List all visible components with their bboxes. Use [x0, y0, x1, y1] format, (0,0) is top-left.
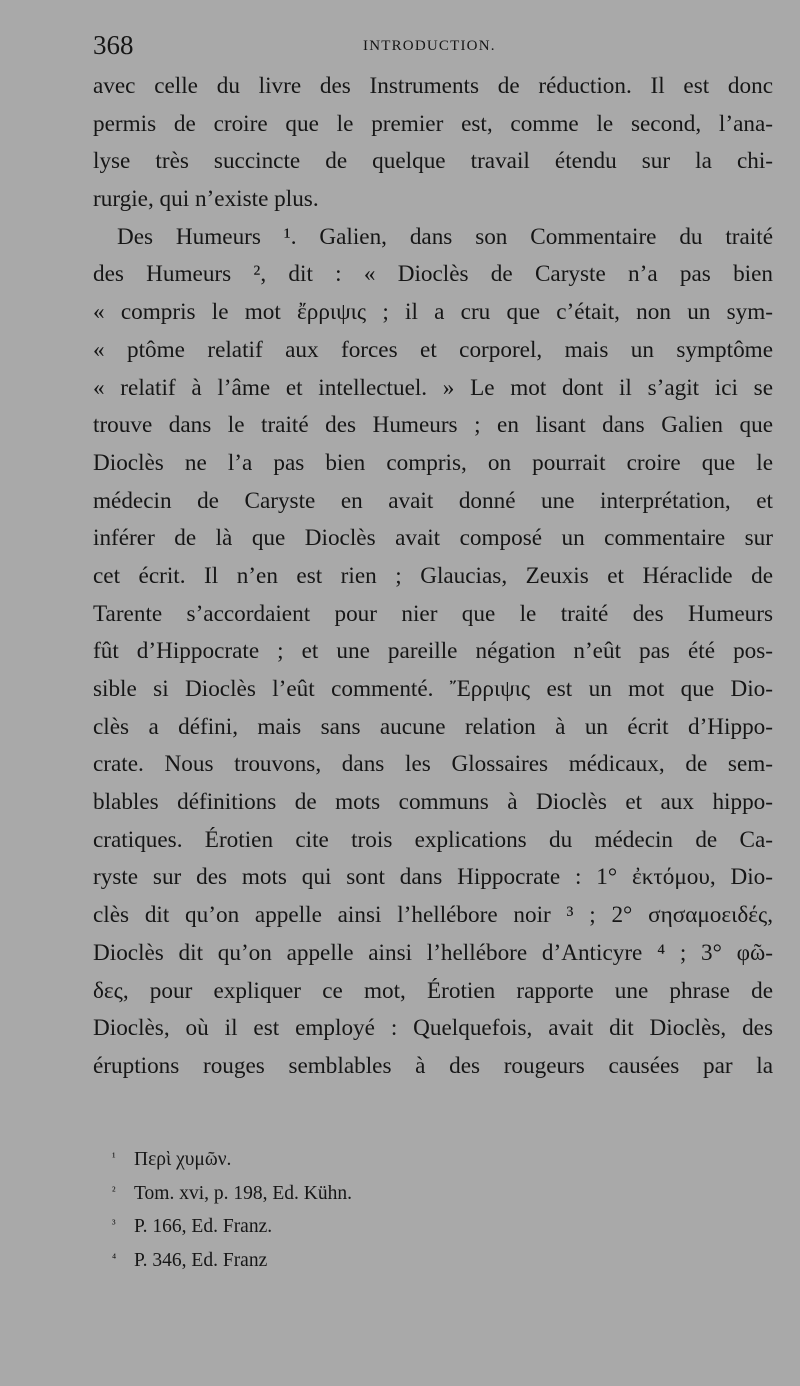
text-line: Dioclès dit qu’on appelle ainsi l’hellébore d’Anticyre ⁴ ; 3° φῶ-: [93, 939, 773, 966]
section-heading-line: Des Humeurs ¹. Galien, dans son Commentaire du traité: [117, 223, 773, 250]
main-text: [93, 68, 773, 1086]
text-line: des Humeurs ², dit : « Dioclès de Caryste n’a pas bien: [93, 261, 773, 288]
text-line: cet écrit. Il n’en est rien ; Glaucias, Zeuxis et Héraclide de: [93, 562, 773, 589]
running-title: INTRODUCTION.: [363, 38, 496, 54]
text-line: Dioclès, où il est employé : Quelquefois, avait dit Dioclès, des: [93, 1015, 773, 1042]
footnote-marker: ⁴: [112, 1250, 117, 1265]
footnote-text: P. 166, Ed. Franz.: [134, 1216, 273, 1237]
text-line: blables définitions de mots communs à Dioclès et aux hippo-: [93, 789, 773, 816]
text-line: Dioclès ne l’a pas bien compris, on pourrait croire que le: [93, 449, 773, 476]
text-line: fût d’Hippocrate ; et une pareille négation n’eût pas été pos-: [93, 638, 773, 665]
footnote-text: Tom. xvi, p. 198, Ed. Kühn.: [134, 1182, 353, 1204]
text-line: cratiques. Érotien cite trois explications du médecin de Ca-: [93, 826, 773, 853]
text-line: lyse très succincte de quelque travail étendu sur la chi-: [93, 148, 773, 175]
footnote: [112, 1142, 632, 1176]
text-line: « ptôme relatif aux forces et corporel, mais un symptôme: [93, 336, 773, 363]
text-line: rurgie, qui n’existe plus.: [93, 186, 319, 213]
footnote: [112, 1243, 632, 1277]
footnote-text: Περὶ χυμῶν.: [134, 1149, 232, 1170]
text-line: clès dit qu’on appelle ainsi l’hellébore noir ³ ; 2° σησαμοειδές,: [93, 902, 773, 929]
footnote: [112, 1176, 632, 1210]
footnote-marker: ³: [112, 1217, 116, 1231]
page-header: [93, 30, 783, 64]
footnotes: [112, 1142, 632, 1276]
text-line: « compris le mot ἔρριψις ; il a cru que c’était, non un sym-: [93, 299, 773, 326]
text-line: sible si Dioclès l’eût commenté. Ἔρριψις est un mot que Dio-: [93, 676, 773, 702]
text-line: δες, pour expliquer ce mot, Érotien rapporte une phrase de: [93, 977, 773, 1004]
footnote-marker: ²: [112, 1183, 116, 1198]
text-line: ryste sur des mots qui sont dans Hippocrate : 1° ἐκτόμου, Dio-: [93, 864, 773, 891]
footnote-text: P. 346, Ed. Franz: [134, 1249, 268, 1271]
footnote-marker: ¹: [112, 1150, 116, 1164]
text-line: trouve dans le traité des Humeurs ; en lisant dans Galien que: [93, 412, 773, 439]
text-line: permis de croire que le premier est, comme le second, l’ana-: [93, 110, 773, 137]
text-line: « relatif à l’âme et intellectuel. » Le mot dont il s’agit ici se: [93, 374, 773, 401]
text-line: médecin de Caryste en avait donné une interprétation, et: [93, 487, 773, 514]
text-line: éruptions rouges semblables à des rougeurs causées par la: [93, 1052, 773, 1079]
text-line: clès a défini, mais sans aucune relation à un écrit d’Hippo-: [93, 713, 773, 740]
text-line: Tarente s’accordaient pour nier que le traité des Humeurs: [93, 600, 773, 627]
text-line: avec celle du livre des Instruments de réduction. Il est donc: [93, 73, 773, 99]
footnote: [112, 1209, 632, 1243]
text-line: crate. Nous trouvons, dans les Glossaires médicaux, de sem-: [93, 751, 773, 778]
page-number: 368: [93, 30, 134, 60]
text-line: inférer de là que Dioclès avait composé un commentaire sur: [93, 525, 773, 552]
